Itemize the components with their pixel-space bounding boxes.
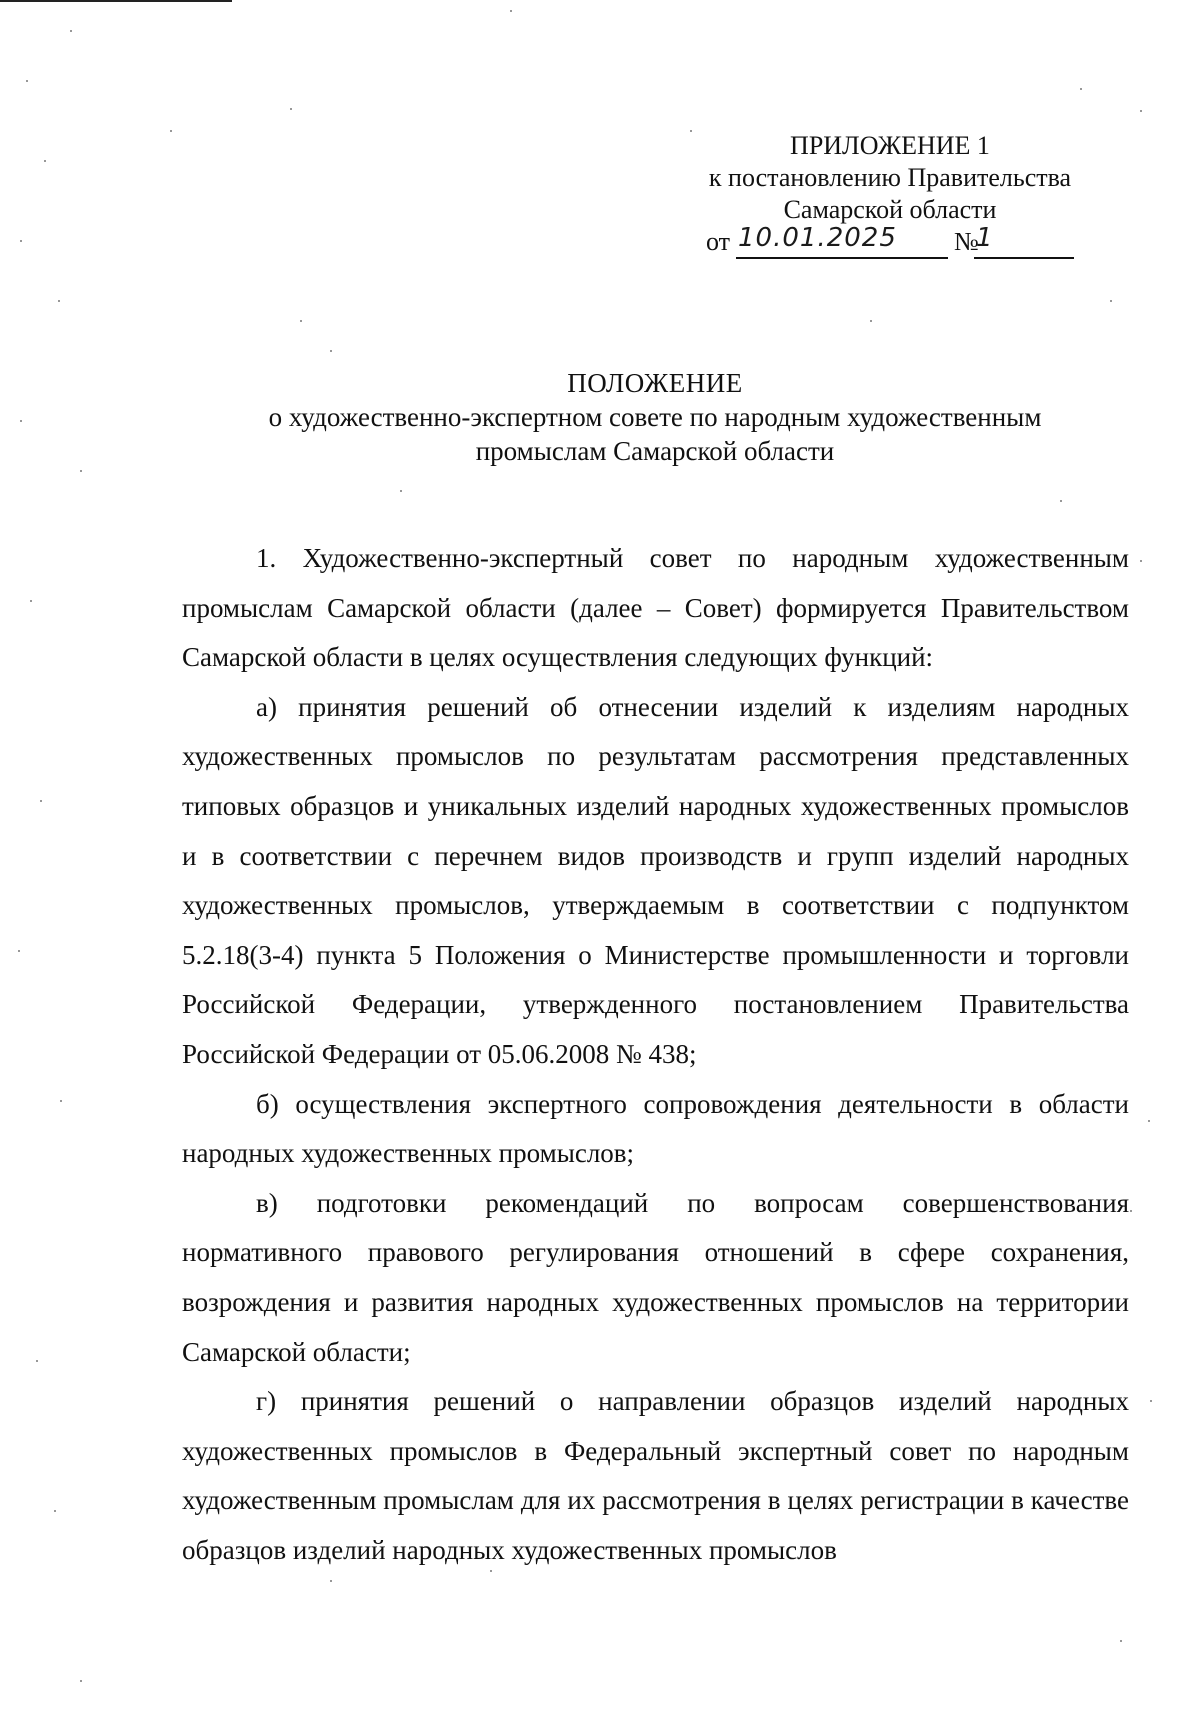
scan-speck bbox=[40, 800, 42, 802]
scan-speck bbox=[80, 1680, 82, 1682]
paragraph-v: в) подготовки рекомендаций по вопросам совершенствования нормативного правового регулирования отношений в сфере сохранения, возрождения и развития народных художественных промыслов на территории Самарской области; bbox=[182, 1187, 1129, 1367]
scan-speck bbox=[870, 320, 872, 322]
scan-speck bbox=[1110, 300, 1112, 302]
scan-speck bbox=[1060, 500, 1062, 502]
paragraph-1: 1. Художественно-экспертный совет по народным художественным промыслам Самарской области (далее – Совет) формируется Правительством Самарской области в целях осуществления следующих функций: bbox=[182, 543, 1129, 673]
scan-speck bbox=[30, 600, 32, 602]
scan-speck bbox=[1148, 1120, 1150, 1122]
scan-speck bbox=[400, 490, 402, 492]
number-underline bbox=[974, 257, 1074, 259]
scan-speck bbox=[1120, 1640, 1122, 1642]
scan-speck bbox=[18, 950, 20, 952]
scan-speck bbox=[58, 300, 60, 302]
appendix-block bbox=[660, 130, 1120, 260]
title-subtitle-line-1: о художественно-экспертном совете по народным художественным bbox=[268, 402, 1042, 432]
scan-speck bbox=[80, 470, 82, 472]
paragraph-g: г) принятия решений о направлении образцов изделий народных художественных промыслов в Федеральный экспертный совет по народным художественным промыслам для их рассмотрения в целях регистрации в качестве образцов изделий народных художественных промыслов bbox=[182, 1386, 1129, 1565]
scan-speck bbox=[490, 1570, 492, 1572]
scan-speck bbox=[300, 320, 302, 322]
paragraph-b: б) осуществления экспертного сопровождения деятельности в области народных художественных промыслов; bbox=[182, 1088, 1129, 1169]
document-title bbox=[140, 366, 1170, 468]
scan-speck bbox=[20, 420, 22, 422]
scan-speck bbox=[330, 1580, 332, 1582]
date-underline bbox=[736, 257, 948, 259]
scan-speck bbox=[26, 80, 28, 82]
appendix-label: ПРИЛОЖЕНИЕ 1 bbox=[790, 131, 990, 160]
scan-speck bbox=[36, 1360, 38, 1362]
date-number-row bbox=[660, 223, 1120, 260]
from-prefix: от bbox=[706, 227, 731, 256]
scan-speck bbox=[510, 10, 512, 12]
scan-speck bbox=[690, 130, 692, 132]
scan-speck bbox=[290, 108, 292, 110]
handwritten-number: 1 bbox=[976, 223, 994, 253]
scan-speck bbox=[20, 240, 22, 242]
scan-speck bbox=[54, 1510, 56, 1512]
scan-speck bbox=[70, 30, 72, 32]
scan-speck bbox=[170, 130, 172, 132]
handwritten-date: 10.01.2025 bbox=[738, 223, 897, 253]
appendix-line-2: Самарской области bbox=[783, 195, 997, 224]
document-body bbox=[182, 534, 1129, 1575]
scan-speck bbox=[1150, 1400, 1152, 1402]
scan-speck bbox=[1140, 560, 1142, 562]
scan-speck bbox=[330, 350, 332, 352]
scan-speck bbox=[1140, 110, 1142, 112]
scan-edge-line bbox=[0, 0, 232, 2]
scan-speck bbox=[44, 160, 46, 162]
scan-speck bbox=[1130, 1210, 1132, 1212]
title-heading: ПОЛОЖЕНИЕ bbox=[567, 368, 743, 398]
scan-speck bbox=[1080, 88, 1082, 90]
number-sign: № bbox=[954, 227, 979, 256]
scan-speck bbox=[60, 1100, 62, 1102]
paragraph-a: а) принятия решений об отнесении изделий к изделиям народных художественных промыслов по результатам рассмотрения представленных типовых образцов и уникальных изделий народных художественных промыслов и в соответствии с перечнем видов производств и групп изделий народных художественных промыслов, утверждаемым в соответствии с подпунктом 5.2.18(3-4) пункта 5 Положения о Министерстве промышленности и торговли Российской Федерации, утвержденного постановлением Правительства Российской Федерации от 05.06.2008 № 438; bbox=[182, 691, 1129, 1069]
title-subtitle-line-2: промыслам Самарской области bbox=[475, 436, 835, 466]
appendix-line-1: к постановлению Правительства bbox=[708, 163, 1072, 192]
